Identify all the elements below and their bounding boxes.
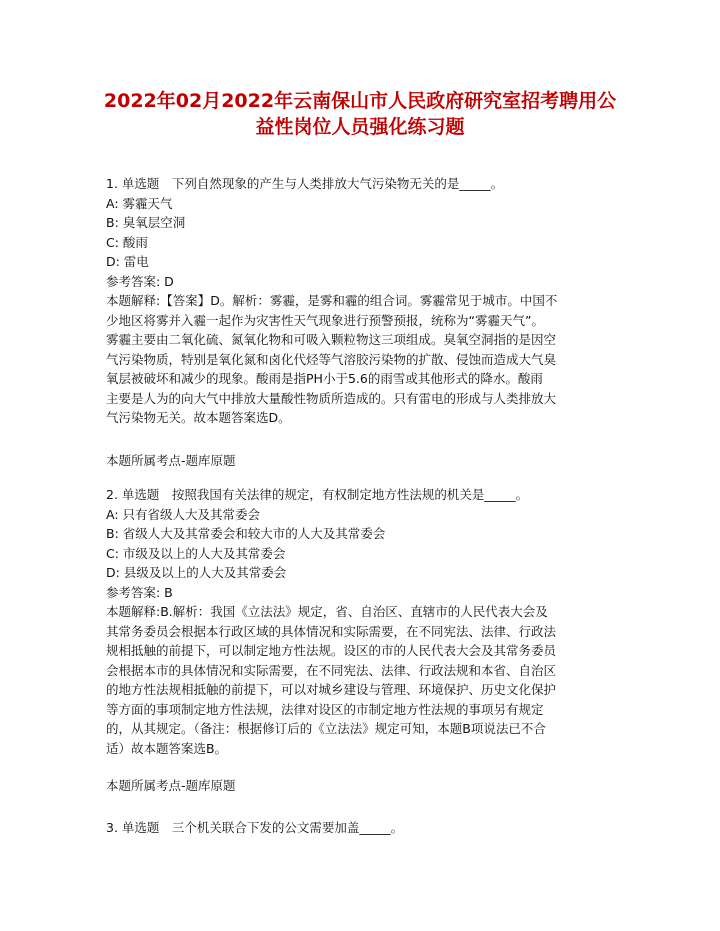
question-2-option-a: A: 只有省级人大及其常委会 [106,506,261,522]
explanation-line: 氧层被破坏和减少的现象。酸雨是指PH小于5.6的雨雪或其他形式的降水。酸雨 [106,371,543,386]
page-title-line-2: 益性岗位人员强化练习题 [255,116,465,138]
question-2 [106,485,630,758]
question-1-explanation [106,291,630,428]
question-1-option-c: C: 酸雨 [106,234,148,250]
question-2-answer: 参考答案: B [106,584,173,600]
question-2-option-d: D: 县级及以上的人大及其常委会 [106,565,287,580]
question-1-option-a: A: 雾霾天气 [106,195,173,211]
question-2-stem: 2. 单选题 按照我国有关法律的规定，有权制定地方性法规的机关是_____。 [106,487,529,502]
question-1 [106,174,630,428]
explanation-line: 气污染物无关。故本题答案选D。 [106,410,291,425]
explanation-line: 规相抵触的前提下，可以制定地方性法规。设区的市的人民代表大会及其常务委员 [106,643,557,658]
question-1-option-b: B: 臭氧层空洞 [106,215,186,230]
explanation-line: 等方面的事项制定地方性法规，法律对设区的市制定地方性法规的事项另有规定 [106,701,544,717]
explanation-line: 少地区将雾并入霾一起作为灾害性天气现象进行预警预报，统称为“雾霾天气”。 [106,312,544,328]
question-3-stem: 3. 单选题 三个机关联合下发的公文需要加盖_____。 [106,820,404,835]
explanation-line: 适）故本题答案选B。 [106,740,228,756]
question-2-explanation [106,602,630,758]
explanation-line: 会根据本市的具体情况和实际需要，在不同宪法、法律、行政法规和本省、自治区 [106,662,557,678]
page-title [60,88,660,140]
explanation-line: 本题解释:【答案】D。解析：雾霾，是雾和霾的组合词。雾霾常见于城市。中国不 [106,293,558,308]
explanation-line: 的，从其规定。（备注：根据修订后的《立法法》规定可知，本题B项说法已不合 [106,721,546,736]
question-2-option-b: B: 省级人大及其常委会和较大市的人大及其常委会 [106,526,386,541]
question-2-knowledge-point: 本题所属考点-题库原题 [106,778,236,793]
page-title-line-1: 2022年02月2022年云南保山市人民政府研究室招考聘用公 [103,90,617,112]
explanation-line: 其常务委员会根据本行政区域的具体情况和实际需要，在不同宪法、法律、行政法 [106,623,557,639]
question-1-answer: 参考答案: D [106,273,174,289]
explanation-line: 雾霾主要由二氧化硫、氮氧化物和可吸入颗粒物这三项组成。臭氧空洞指的是因空 [106,332,557,347]
explanation-line: 气污染物质，特别是氧化氮和卤化代烃等气溶胶污染物的扩散、侵蚀而造成大气臭 [106,351,557,367]
question-1-stem: 1. 单选题 下列自然现象的产生与人类排放大气污染物无关的是_____。 [106,176,504,191]
explanation-line: 本题解释:B.解析：我国《立法法》规定，省、自治区、直辖市的人民代表大会及 [106,604,548,619]
question-1-knowledge-point: 本题所属考点-题库原题 [106,453,236,468]
explanation-line: 主要是人为的向大气中排放大量酸性物质所造成的。只有雷电的形成与人类排放大 [106,390,557,406]
explanation-line: 的地方性法规相抵触的前提下，可以对城乡建设与管理、环境保护、历史文化保护 [106,682,557,697]
question-1-option-d: D: 雷电 [106,254,149,269]
question-2-option-c: C: 市级及以上的人大及其常委会 [106,545,286,561]
